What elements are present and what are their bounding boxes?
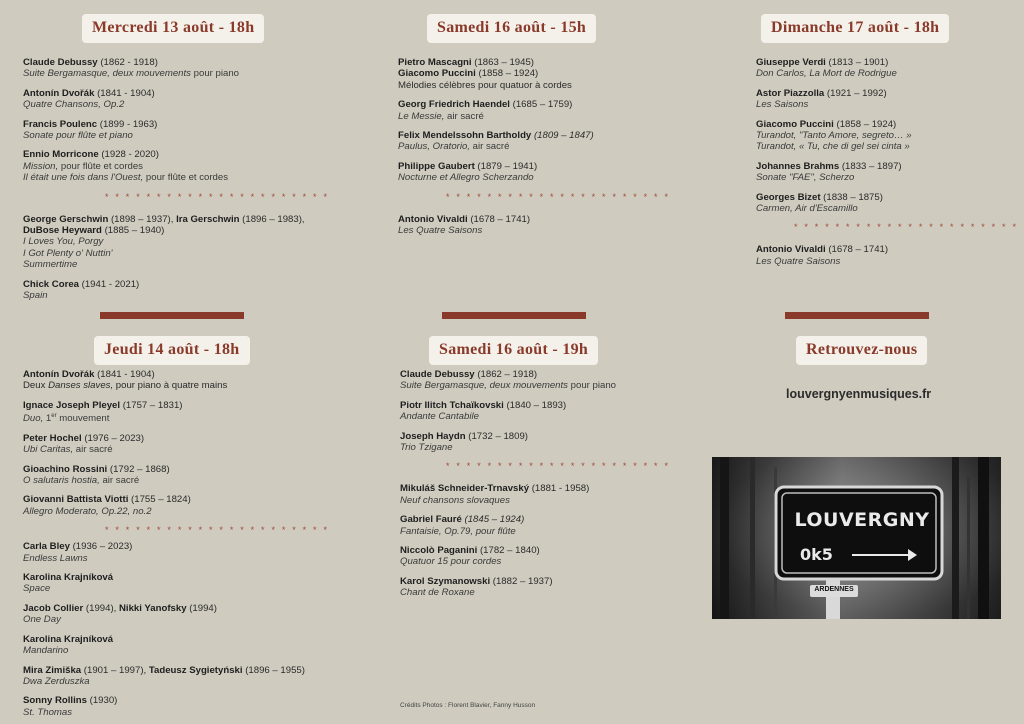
program-entry: Felix Mendelssohn Bartholdy (1809 – 1847) Paulus, Oratorio, air sacré	[398, 130, 594, 153]
title-mercredi: Mercredi 13 août - 18h	[82, 14, 264, 43]
program-entry: Ignace Joseph Pleyel (1757 – 1831) Duo, 1er mouvement	[23, 399, 183, 425]
sign-illustration	[712, 457, 1001, 619]
louvergny-sign-photo	[712, 457, 1001, 619]
program-entry: Antonio Vivaldi (1678 – 1741) Les Quatre Saisons	[398, 213, 531, 237]
column-samedi-19h	[400, 369, 700, 607]
program-entry: Karolina Krajníková Mandarino	[23, 633, 114, 657]
star-divider: * * * * * * * * * * * * * * * * * * * * * *	[105, 191, 330, 202]
arrowhead-icon	[908, 549, 917, 561]
program-entry: Claude Debussy (1862 - 1918) Suite Bergamasque, deux mouvements pour piano	[23, 57, 239, 80]
program-entry: Georg Friedrich Haendel (1685 – 1759) Le Messie, air sacré	[398, 99, 573, 122]
star-divider: * * * * * * * * * * * * * * * * * * * * * *	[446, 191, 671, 202]
title-samedi-15h: Samedi 16 août - 15h	[427, 14, 596, 43]
program-entry: Johannes Brahms (1833 – 1897) Sonate "FAE", Scherzo	[756, 160, 902, 184]
title-retrouvez: Retrouvez-nous	[796, 336, 927, 365]
program-entry: Giuseppe Verdi (1813 – 1901) Don Carlos, La Mort de Rodrigue	[756, 57, 897, 80]
title-jeudi: Jeudi 14 août - 18h	[94, 336, 250, 365]
program-entry: Jacob Collier (1994), Nikki Yanofsky (1994) One Day	[23, 602, 217, 626]
title-samedi-19h: Samedi 16 août - 19h	[429, 336, 598, 365]
program-entry: Joseph Haydn (1732 – 1809) Trio Tzigane	[400, 430, 528, 454]
title-dimanche: Dimanche 17 août - 18h	[761, 14, 949, 43]
photo-credits: Crédits Photos : Florent Blavier, Fanny Husson	[400, 702, 536, 709]
program-entry: Pietro Mascagni (1863 – 1945) Giacomo Puccini (1858 – 1924) Mélodies célèbres pour quatuor à cordes	[398, 57, 572, 91]
column-mercredi	[23, 57, 330, 310]
program-entry: Antonín Dvořák (1841 - 1904) Deux Danses slaves, pour piano à quatre mains	[23, 369, 228, 392]
program-entry: Gabriel Fauré (1845 – 1924) Fantaisie, Op.79, pour flûte	[400, 514, 525, 537]
program-entry: Georges Bizet (1838 – 1875) Carmen, Air d'Escamillo	[756, 191, 883, 215]
column-jeudi	[23, 369, 330, 724]
program-entry: Mira Zimiška (1901 – 1997), Tadeusz Sygietyński (1896 – 1955) Dwa Zerduszka	[23, 664, 305, 687]
program-entry: Francis Poulenc (1899 - 1963) Sonate pour flûte et piano	[23, 118, 158, 142]
program-entry: Chick Corea (1941 - 2021) Spain	[23, 278, 140, 302]
sign-distance: 0k5	[800, 545, 833, 564]
program-entry: George Gerschwin (1898 – 1937), Ira Gerschwin (1896 – 1983), DuBose Heyward (1885 – 1940) I Loves You, Porgy I Got Plenty o' Nuttin' Summertime	[23, 213, 305, 271]
program-entry: Niccolò Paganini (1782 – 1840) Quatuor 15 pour cordes	[400, 545, 540, 568]
divider-bar	[442, 312, 586, 319]
program-entry: Claude Debussy (1862 – 1918) Suite Bergamasque, deux mouvements pour piano	[400, 369, 616, 392]
program-entry: Piotr Ilitch Tchaïkovski (1840 – 1893) Andante Cantabile	[400, 399, 567, 423]
program-entry: Giovanni Battista Viotti (1755 – 1824) Allegro Moderato, Op.22, no.2	[23, 494, 191, 517]
program-entry: Giacomo Puccini (1858 – 1924) Turandot, "Tanto Amore, segreto… » Turandot, « Tu, che di gel sei cinta »	[756, 118, 912, 153]
star-divider: * * * * * * * * * * * * * * * * * * * * * *	[794, 222, 1019, 233]
program-entry: Mikuláš Schneider-Trnavský (1881 - 1958) Neuf chansons slovaques	[400, 483, 590, 506]
program-entry: Philippe Gaubert (1879 – 1941) Nocturne et Allegro Scherzando	[398, 160, 538, 184]
website-link[interactable]: louvergnyenmusiques.fr	[786, 387, 932, 401]
program-entry: Peter Hochel (1976 – 2023) Ubi Caritas, air sacré	[23, 432, 145, 456]
program-entry: Antonín Dvořák (1841 - 1904) Quatre Chansons, Op.2	[23, 87, 155, 111]
program-entry: Astor Piazzolla (1921 – 1992) Les Saisons	[756, 87, 887, 111]
column-samedi-15h	[398, 57, 698, 244]
program-entry: Karol Szymanowski (1882 – 1937) Chant de Roxane	[400, 575, 553, 599]
sign-region: ARDENNES	[814, 586, 854, 593]
program-entry: Sonny Rollins (1930) St. Thomas	[23, 695, 118, 718]
arrow-right-icon	[852, 554, 912, 556]
program-entry: Ennio Morricone (1928 - 2020) Mission, pour flûte et cordes Il était une fois dans l'Ouest, pour flûte et cordes	[23, 149, 229, 184]
sign-town-name: LOUVERGNY	[794, 509, 930, 531]
program-entry: Antonio Vivaldi (1678 – 1741) Les Quatre Saisons	[756, 244, 889, 267]
divider-bar	[100, 312, 244, 319]
star-divider: * * * * * * * * * * * * * * * * * * * * * *	[105, 525, 330, 536]
program-entry: Karolina Krajníková Space	[23, 572, 114, 595]
column-dimanche	[756, 57, 1024, 275]
program-entry: Carla Bley (1936 – 2023) Endless Lawns	[23, 541, 133, 564]
divider-bar	[785, 312, 929, 319]
star-divider: * * * * * * * * * * * * * * * * * * * * * *	[446, 461, 671, 472]
program-entry: Gioachino Rossini (1792 – 1868) O salutaris hostia, air sacré	[23, 463, 170, 487]
